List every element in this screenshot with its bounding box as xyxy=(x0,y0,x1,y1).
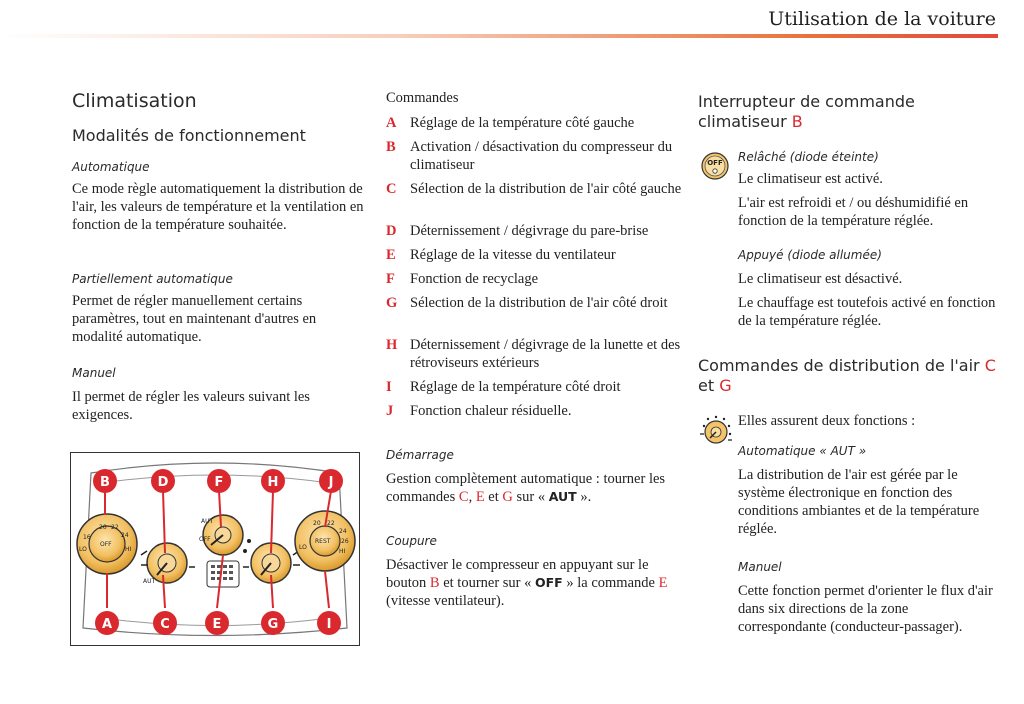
air-distribution-knob-icon xyxy=(698,414,734,446)
command-item-b xyxy=(386,138,686,174)
climate-control-diagram xyxy=(70,452,360,646)
distribution-intro: Elles assurent deux fonctions : xyxy=(738,413,916,429)
command-item-f xyxy=(386,270,686,288)
marker-g-letter: G xyxy=(267,617,279,632)
header-rule xyxy=(0,34,998,38)
center-vent-grid xyxy=(207,561,239,587)
command-text: Activation / désactivation du compresseur du climatiseur xyxy=(410,139,673,173)
knob-i-label-22: 22 xyxy=(327,520,335,527)
command-item-e xyxy=(386,246,686,264)
off-button-icon xyxy=(701,152,729,180)
pressed-text-1: Le climatiseur est désactivé. xyxy=(738,271,903,287)
automatic-label: Automatique xyxy=(72,160,150,174)
command-text: Réglage de la vitesse du ventilateur xyxy=(410,247,616,263)
released-label: Relâché (diode éteinte) xyxy=(738,150,879,164)
commands-heading: Commandes xyxy=(386,90,459,106)
command-letter: B xyxy=(386,139,396,155)
marker-d-letter: D xyxy=(157,475,169,490)
knob-a-label-20: 20 xyxy=(99,524,107,531)
page-header-title: Utilisation de la voiture xyxy=(768,8,996,30)
released-text-1: Le climatiseur est activé. xyxy=(738,171,883,187)
marker-h-letter: H xyxy=(267,475,279,490)
command-letter: H xyxy=(386,337,398,353)
knob-b-label-off: OFF xyxy=(100,541,112,548)
marker-i-letter: I xyxy=(326,617,332,632)
automatic-text: Ce mode règle automatiquement la distribution de l'air, les valeurs de température et la ventilation en fonction de la température souhaitée. xyxy=(72,181,364,233)
command-text: Sélection de la distribution de l'air côté gauche xyxy=(410,181,682,197)
partial-auto-text: Permet de régler manuellement certains paramètres, tout en maintenant d'autres en modalité automatique. xyxy=(72,293,317,345)
command-item-i xyxy=(386,378,686,396)
command-letter: A xyxy=(386,115,397,131)
command-letter: F xyxy=(386,271,395,287)
pressed-text-2: Le chauffage est toutefois activé en fonction de la température réglée. xyxy=(738,295,996,329)
knob-f-label-off: OFF xyxy=(199,536,211,543)
distribution-title: Commandes de distribution de l'air C et G xyxy=(698,356,996,395)
released-text-2: L'air est refroidi et / ou déshumidifié en fonction de la température réglée. xyxy=(738,195,969,229)
command-text: Fonction de recyclage xyxy=(410,271,539,287)
marker-f-letter: F xyxy=(214,475,224,490)
command-item-j xyxy=(386,402,686,420)
section-title: Climatisation xyxy=(72,90,197,112)
dist-auto-text: La distribution de l'air est gérée par le système électronique en fonction des conditions ambiantes et de la température réglée. xyxy=(738,467,980,537)
knob-i-label-24: 24 xyxy=(339,528,347,535)
top-markers xyxy=(93,469,343,493)
manual-text: Il permet de régler les valeurs suivant les exigences. xyxy=(72,389,310,423)
knob-i-label-lo: LO xyxy=(299,544,307,551)
knob-c-label-aut: AUT xyxy=(143,578,156,585)
command-letter: G xyxy=(386,295,398,311)
knob-a-label-22: 22 xyxy=(111,524,119,531)
control-panel-illustration xyxy=(71,453,359,645)
command-letter: E xyxy=(386,247,396,263)
command-letter: C xyxy=(386,181,397,197)
command-text: Déternissement / dégivrage du pare-brise xyxy=(410,223,649,239)
marker-a-letter: A xyxy=(101,617,113,632)
marker-c-letter: C xyxy=(160,617,170,632)
command-text: Fonction chaleur résiduelle. xyxy=(410,403,572,419)
command-letter: J xyxy=(386,403,394,419)
knob-j-label-rest: REST xyxy=(315,538,331,545)
dist-manual-label: Manuel xyxy=(738,560,782,574)
knob-a-label-24: 24 xyxy=(121,532,129,539)
dist-manual-text: Cette fonction permet d'orienter le flux d'air dans six directions de la zone correspondante (conducteur-passager). xyxy=(738,583,993,635)
command-letter: I xyxy=(386,379,392,395)
cut-label: Coupure xyxy=(386,534,437,548)
start-label: Démarrage xyxy=(386,448,454,462)
partial-auto-label: Partiellement automatique xyxy=(72,272,233,286)
knob-i-label-26: 26 xyxy=(341,538,349,545)
pressed-label: Appuyé (diode allumée) xyxy=(738,248,882,262)
knob-i-label-20: 20 xyxy=(313,520,321,527)
command-item-h xyxy=(386,336,686,372)
command-item-c xyxy=(386,180,686,198)
knob-i-label-hi: HI xyxy=(339,548,346,555)
off-badge-text: OFF xyxy=(707,159,723,167)
command-text: Réglage de la température côté droit xyxy=(410,379,621,395)
marker-b-letter: B xyxy=(100,475,110,490)
command-item-g xyxy=(386,294,686,312)
knob-a-label-hi: HI xyxy=(125,546,132,553)
marker-e-letter: E xyxy=(212,617,222,632)
knob-a-label-lo: LO xyxy=(79,546,87,553)
command-item-d xyxy=(386,222,686,240)
start-text: Gestion complètement automatique : tourner les commandes C, E et G sur « AUT ». xyxy=(386,471,666,505)
command-letter: D xyxy=(386,223,397,239)
cut-text: Désactiver le compresseur en appuyant sur le bouton B et tourner sur « OFF » la commande E (vitesse ventilateur). xyxy=(386,557,668,609)
command-text: Déternissement / dégivrage de la lunette et des rétroviseurs extérieurs xyxy=(410,337,681,371)
marker-j-letter: J xyxy=(328,475,334,490)
manual-label: Manuel xyxy=(72,366,116,380)
knob-f-label-aut: AUT xyxy=(201,518,214,525)
knob-a-label-16: 16 xyxy=(83,534,91,541)
switch-title: Interrupteur de commande climatiseur B xyxy=(698,92,915,131)
command-item-a xyxy=(386,114,686,132)
command-text: Sélection de la distribution de l'air côté droit xyxy=(410,295,668,311)
dist-auto-label: Automatique « AUT » xyxy=(738,444,867,458)
section-subtitle: Modalités de fonctionnement xyxy=(72,126,306,145)
bottom-markers xyxy=(95,611,341,635)
command-text: Réglage de la température côté gauche xyxy=(410,115,635,131)
